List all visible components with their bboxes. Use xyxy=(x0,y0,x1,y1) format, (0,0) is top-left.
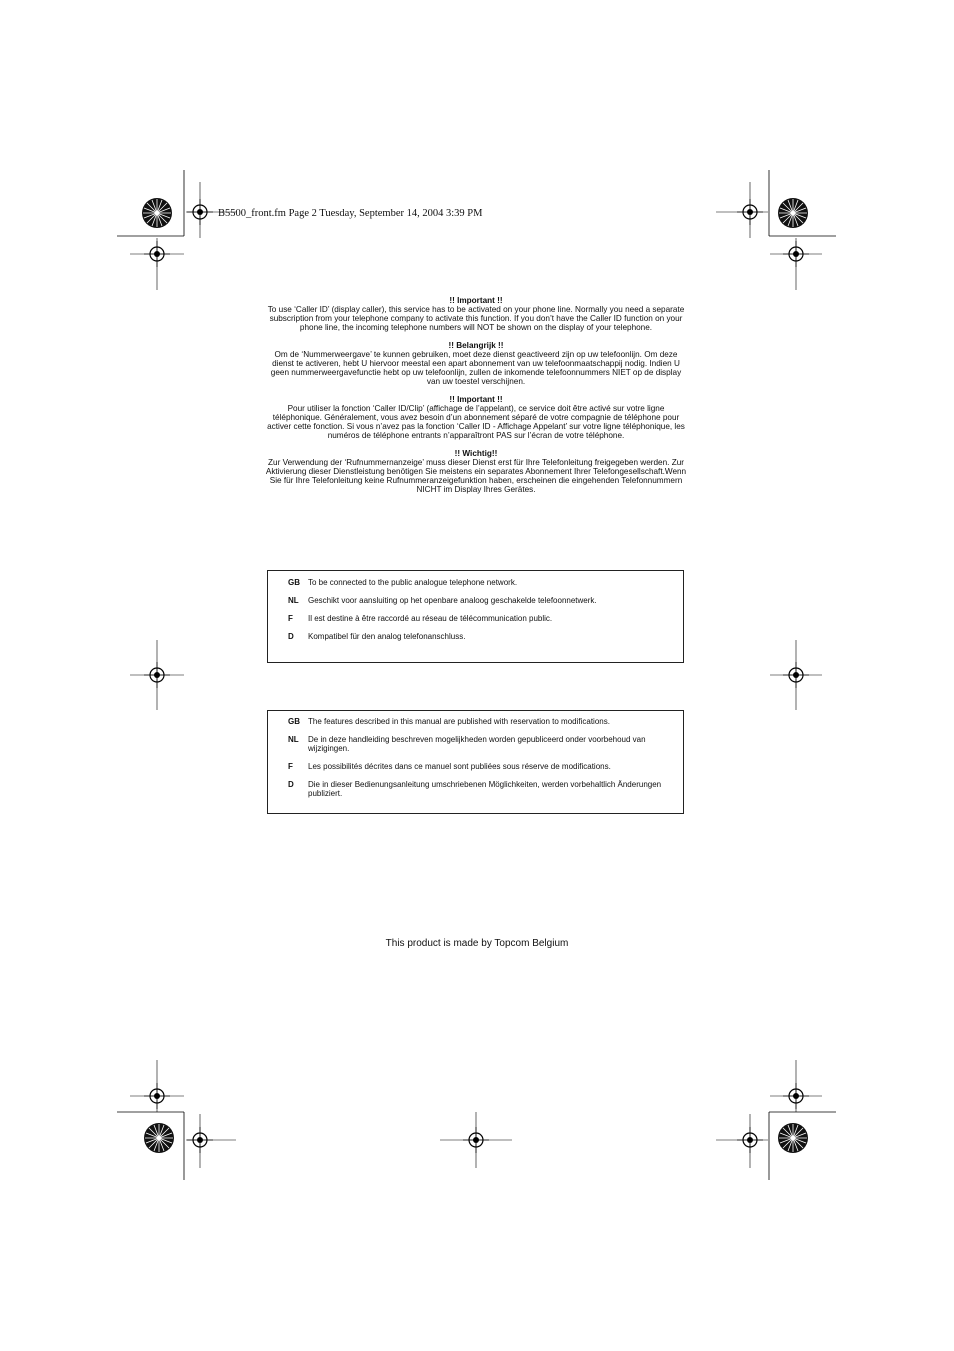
caller-id-notices xyxy=(264,296,688,503)
language-row xyxy=(268,578,683,587)
features-disclaimer-box xyxy=(267,710,684,814)
language-text: Kompatibel für den analog telefonanschluss. xyxy=(308,632,466,641)
notice-title: !! Wichtig!! xyxy=(454,449,498,458)
file-info-header: B5500_front.fm Page 2 Tuesday, September 14, 2004 3:39 PM xyxy=(218,208,483,219)
color-wheel-icon xyxy=(778,1123,808,1153)
notice-f xyxy=(264,395,688,440)
language-code: F xyxy=(288,762,293,771)
language-text: Il est destine à être raccordé au réseau de télécommunication public. xyxy=(308,614,553,623)
notice-title: !! Important !! xyxy=(449,395,503,404)
language-code: GB xyxy=(288,578,300,587)
color-wheel-icon xyxy=(778,198,808,228)
language-text: Die in dieser Bedienungsanleitung umschriebenen Möglichkeiten, werden vorbehaltlich Änderungen publiziert. xyxy=(308,780,662,798)
notice-title: !! Belangrijk !! xyxy=(448,341,504,350)
notice-body: Zur Verwendung der ‘Rufnummernanzeige’ muss dieser Dienst erst für Ihre Telefonleitung freigegeben werden. Zur Aktivierung dieser Dienstleistung benötigen Sie meistens ein separates Abonnement Ihrer Telefongesellschaft.Wenn Sie für Ihre Telefonleitung keine Rufnummeranzeigefunktion haben, erscheinen die eingehenden Telefonnummern NICHT im Display Ihres Gerätes. xyxy=(265,458,687,494)
language-text: The features described in this manual are published with reservation to modifications. xyxy=(308,717,610,726)
language-text: To be connected to the public analogue telephone network. xyxy=(308,578,518,587)
manufacturer-note: This product is made by Topcom Belgium xyxy=(385,938,569,949)
language-code: D xyxy=(288,632,294,641)
language-row xyxy=(268,717,683,726)
language-row xyxy=(268,596,683,605)
language-row xyxy=(268,780,683,798)
language-code: GB xyxy=(288,717,300,726)
language-row xyxy=(268,735,683,753)
notice-gb xyxy=(264,296,688,332)
language-row xyxy=(268,762,683,771)
language-text: De in deze handleiding beschreven mogelijkheden worden gepubliceerd onder voorbehoud van wijzigingen. xyxy=(308,735,646,753)
color-wheel-icon xyxy=(142,198,172,228)
language-row xyxy=(268,632,683,641)
language-code: D xyxy=(288,780,294,789)
language-text: Geschikt voor aansluiting op het openbare analoog geschakelde telefoonnetwerk. xyxy=(308,596,597,605)
notice-body: To use ‘Caller ID’ (display caller), this service has to be activated on your phone line. Normally you need a separate subscription from your telephone company to activate this function. If you don’t have the Caller ID function on your phone line, the incoming telephone numbers will NOT be shown on the display of your telephone. xyxy=(267,305,685,332)
notice-body: Om de ‘Nummerweergave’ te kunnen gebruiken, moet deze dienst geactiveerd zijn op uw telefoonlijn. Om deze dienst te activeren, hebt U hiervoor meestal een apart abonnement van uw telefoonmaatschappij nodig. Indien U geen nummerweergavefunctie hebt op uw telefoonlijn, zullen de inkomende telefoonnummers NIET op de display van uw toestel verschijnen. xyxy=(270,350,682,386)
language-text: Les possibilités décrites dans ce manuel sont publiées sous réserve de modifications. xyxy=(308,762,611,771)
notice-d xyxy=(264,449,688,494)
network-connection-box xyxy=(267,570,684,663)
notice-body: Pour utiliser la fonction ‘Caller ID/Clip’ (affichage de l’appelant), ce service doit être activé sur votre ligne téléphonique. Généralement, vous avez besoin d’un abonnement séparé de votre compagnie de téléphone pour activer cette fonction. Si vous n’avez pas la fonction ‘Caller ID - Affichage Appelant’ sur votre ligne téléphonique, les numéros de téléphone entrants n’apparaîtront PAS sur l’écran de votre téléphone. xyxy=(267,404,685,440)
language-row xyxy=(268,614,683,623)
language-code: F xyxy=(288,614,293,623)
language-code: NL xyxy=(288,596,299,605)
language-code: NL xyxy=(288,735,299,744)
notice-nl xyxy=(264,341,688,386)
notice-title: !! Important !! xyxy=(449,296,503,305)
color-wheel-icon xyxy=(144,1123,174,1153)
